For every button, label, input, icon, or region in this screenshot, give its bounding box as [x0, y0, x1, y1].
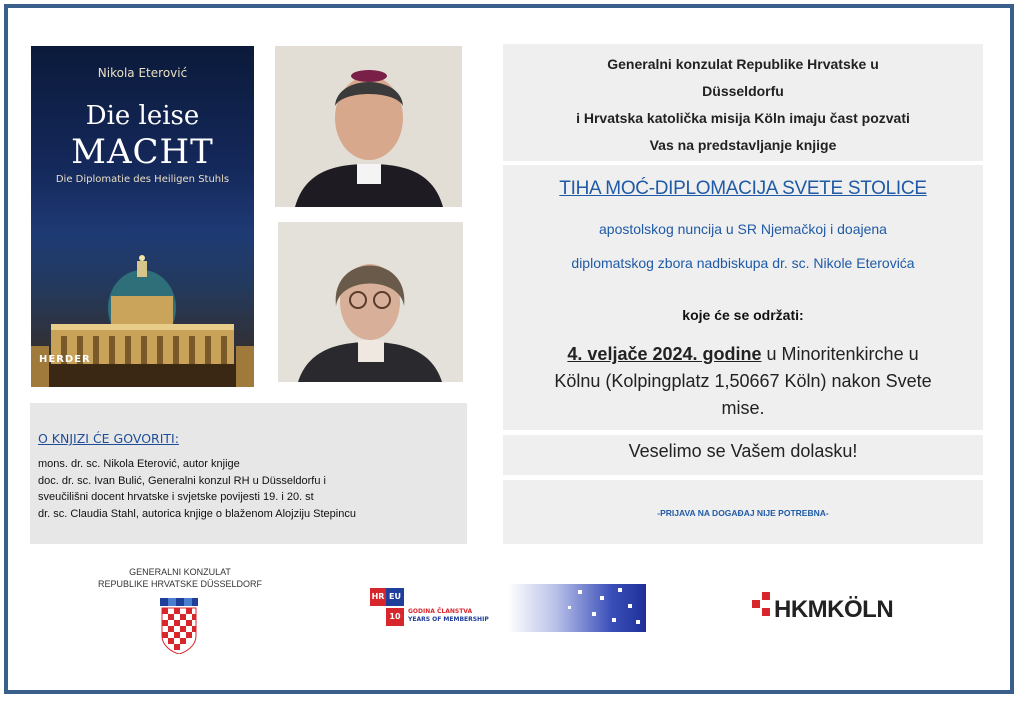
intro-line: Generalni konzulat Republike Hrvatske u: [607, 56, 879, 72]
eu-gradient-banner: [508, 584, 646, 632]
venue-line2: Kölnu (Kolpingplatz 1,50667 Köln) nakon Svete: [554, 371, 932, 391]
hkm-koln-text: HKMKÖLN: [774, 596, 894, 623]
portrait-speaker: [278, 222, 463, 382]
book-cover: [31, 46, 254, 387]
croatian-coat-of-arms-icon: [158, 598, 200, 654]
hkm-square-icon: [752, 600, 760, 608]
consulate-label: [85, 566, 275, 590]
venue-line1: u Minoritenkirche u: [761, 344, 919, 364]
book-title-line1: Die leise: [85, 101, 200, 131]
consulate-line2: REPUBLIKE HRVATSKE DÜSSELDORF: [97, 579, 263, 589]
portrait-archbishop: [275, 46, 462, 207]
book-publisher: HERDER: [39, 354, 91, 365]
speakers-box: [30, 403, 467, 544]
invitation-intro: [503, 44, 983, 161]
speaker-line: dr. sc. Claudia Stahl, autorica knjige o blaženom Alojziju Stepincu: [38, 507, 356, 520]
eu-membership-logo: [370, 584, 646, 632]
croatian-book-title: TIHA MOĆ-DIPLOMACIJA SVETE STOLICE: [559, 178, 927, 199]
hkm-square-icon: [762, 608, 770, 616]
date-venue-block: [503, 335, 983, 430]
membership-text-en: YEARS OF MEMBERSHIP: [408, 616, 489, 623]
welcome-message: Veselimo se Vašem dolasku!: [503, 435, 983, 475]
invitation-panel: [503, 44, 983, 544]
intro-line: Düsseldorfu: [702, 83, 784, 99]
book-author: Nikola Eterović: [97, 66, 188, 80]
hr-badge: HR: [370, 588, 386, 606]
eu-badge: EU: [386, 588, 404, 606]
basilica-illustration: [31, 46, 254, 387]
hkm-koln-logo: [752, 590, 922, 630]
hkm-square-icon: [762, 592, 770, 600]
book-title-line2: MACHT: [71, 132, 214, 172]
venue-line3: mise.: [721, 398, 765, 418]
ten-years-badge: 10: [386, 608, 404, 626]
speaker-line: mons. dr. sc. Nikola Eterović, autor knjige: [38, 458, 240, 470]
event-date: 4. veljače 2024. godine: [567, 344, 762, 364]
intro-line: i Hrvatska katolička misija Köln imaju čast pozvati: [576, 110, 910, 126]
author-description-line1: apostolskog nuncija u SR Njemačkoj i doajena: [599, 221, 887, 237]
author-description-line2: diplomatskog zbora nadbiskupa dr. sc. Nikole Eterovića: [571, 255, 915, 271]
speaker-line: sveučilišni docent hrvatske i svjetske povijesti 19. i 20. st: [38, 491, 314, 503]
consulate-line1: GENERALNI KONZULAT: [129, 567, 231, 577]
speaker-line: doc. dr. sc. Ivan Bulić, Generalni konzul RH u Düsseldorfu i: [38, 474, 326, 487]
membership-text-hr: GODINA ČLANSTVA: [408, 608, 473, 615]
intro-line: Vas na predstavljanje knjige: [649, 137, 837, 153]
registration-note: -PRIJAVA NA DOGAĐAJ NIJE POTREBNA-: [503, 480, 983, 544]
held-label: koje će se održati:: [503, 300, 983, 332]
speakers-heading: O KNJIZI ĆE GOVORITI:: [38, 431, 179, 446]
book-subtitle: Die Diplomatie des Heiligen Stuhls: [55, 174, 230, 185]
